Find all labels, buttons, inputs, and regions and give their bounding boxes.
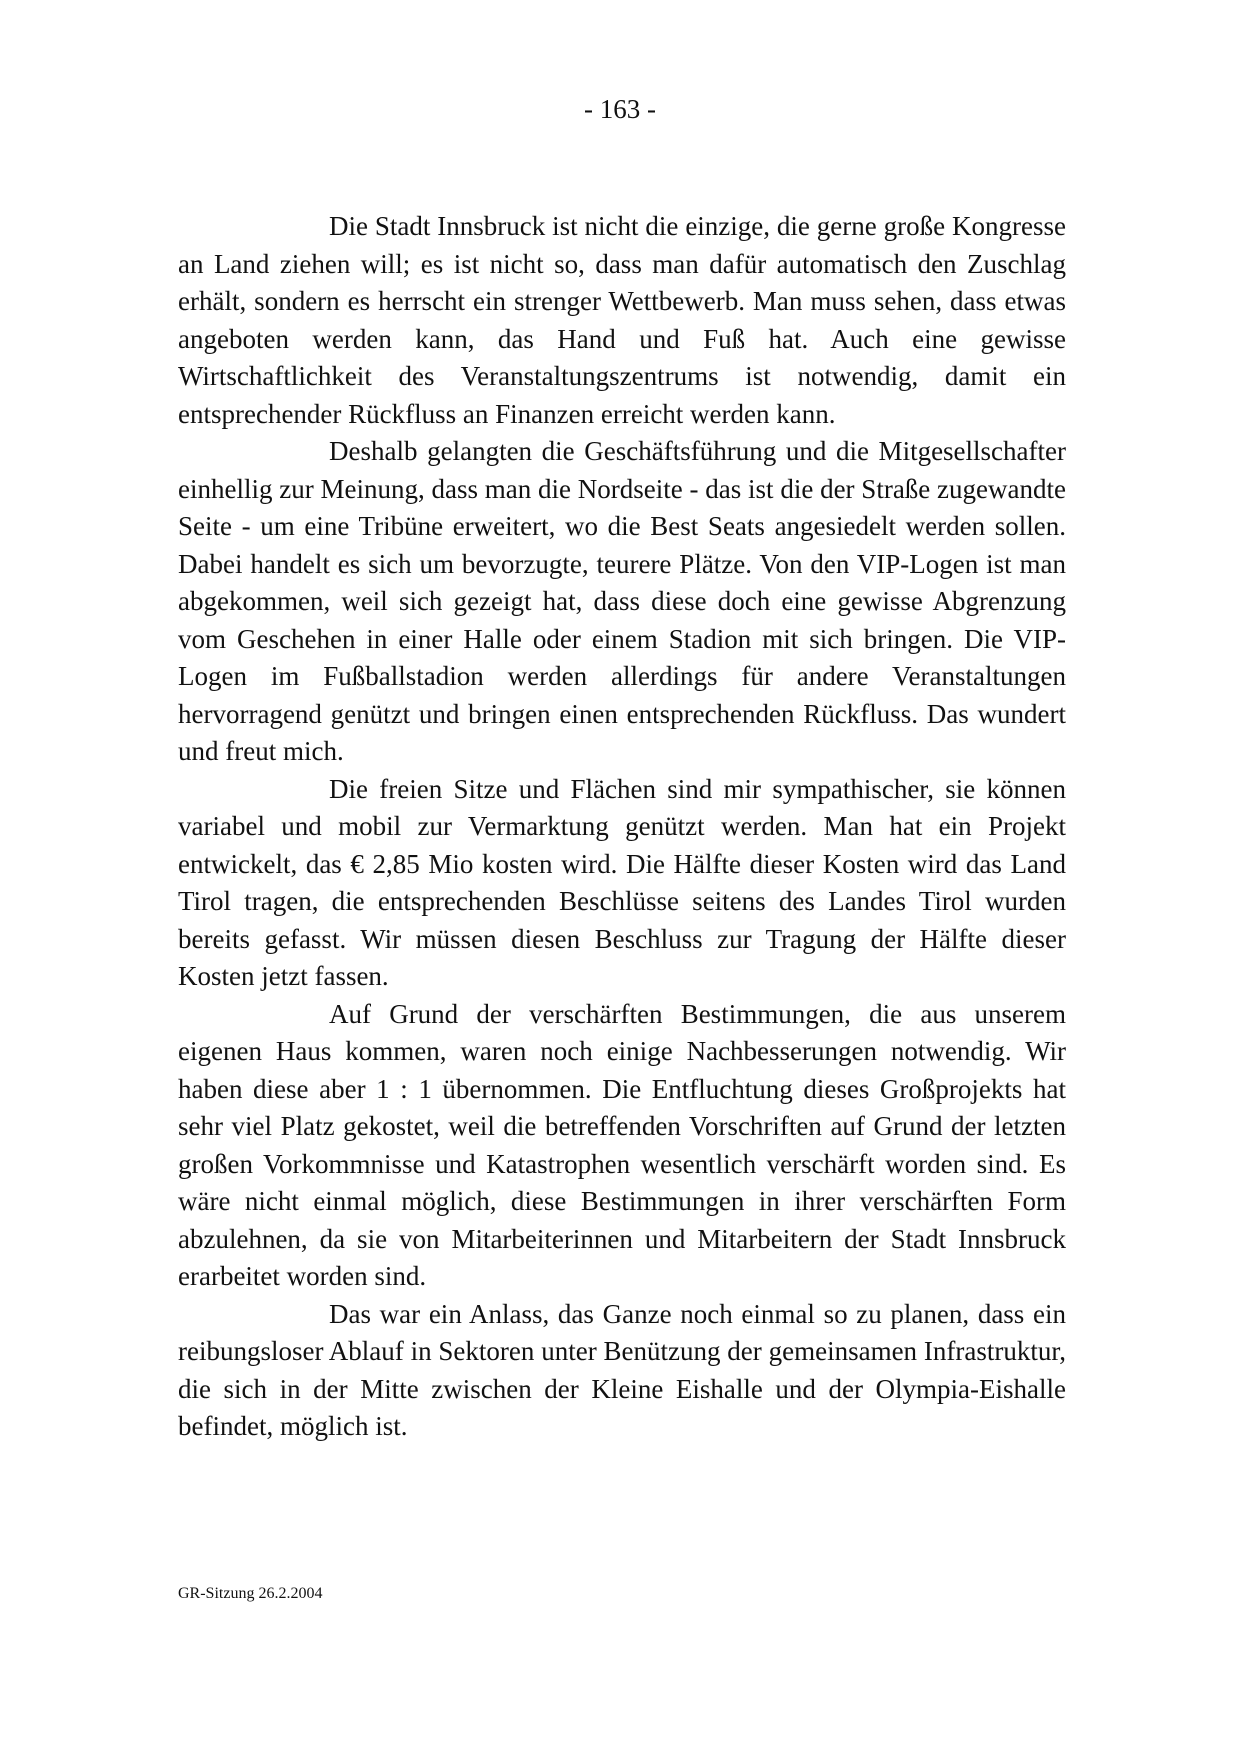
paragraph-2: Deshalb gelangten die Geschäftsführung und die Mitgesellschafter einhellig zur Meinung, dass man die Nordseite - das ist die der Straße zugewandte Seite - um eine Tribüne erweitert, wo die Best Seats angesiedelt werden sollen. Dabei handelt es sich um bevorzugte, teurere Plätze. Von den VIP-Logen ist man abgekommen, weil sich gezeigt hat, dass diese doch eine gewisse Abgrenzung vom Geschehen in einer Halle oder einem Stadion mit sich bringen. Die VIP-Logen im Fußballstadion werden allerdings für andere Veranstaltungen hervorragend genützt und bringen einen entsprechenden Rückfluss. Das wundert und freut mich. — [178, 436, 1066, 766]
page-number: - 163 - — [584, 94, 656, 124]
paragraph-1: Die Stadt Innsbruck ist nicht die einzige, die gerne große Kongresse an Land ziehen will; es ist nicht so, dass man dafür automatisch den Zuschlag erhält, sondern es herrscht ein strenger Wettbewerb. Man muss sehen, dass etwas angeboten werden kann, das Hand und Fuß hat. Auch eine gewisse Wirtschaftlichkeit des Veranstaltungszentrums ist notwendig, damit ein entsprechender Rückfluss an Finanzen erreicht werden kann. — [178, 211, 1066, 429]
body-text — [178, 208, 1066, 1446]
paragraph-5: Das war ein Anlass, das Ganze noch einmal so zu planen, dass ein reibungsloser Ablauf in Sektoren unter Benützung der gemeinsamen Infrastruktur, die sich in der Mitte zwischen der Kleine Eishalle und der Olympia-Eishalle befindet, möglich ist. — [178, 1298, 1066, 1441]
paragraph-4: Auf Grund der verschärften Bestimmungen, die aus unserem eigenen Haus kommen, waren noch einige Nachbesserungen notwendig. Wir haben diese aber 1 : 1 übernommen. Die Entfluchtung dieses Großprojekts hat sehr viel Platz gekostet, weil die betreffenden Vorschriften auf Grund der letzten großen Vorkommnisse und Katastrophen wesentlich verschärft worden sind. Es wäre nicht einmal möglich, diese Bestimmungen in ihrer verschärften Form abzulehnen, da sie von Mitarbeiterinnen und Mitarbeitern der Stadt Innsbruck erarbeitet worden sind. — [178, 998, 1066, 1291]
footer-session-date: GR-Sitzung 26.2.2004 — [178, 1585, 323, 1602]
paragraph-3: Die freien Sitze und Flächen sind mir sympathischer, sie können variabel und mobil zur Vermarktung genützt werden. Man hat ein Projekt entwickelt, das € 2,85 Mio kosten wird. Die Hälfte dieser Kosten wird das Land Tirol tragen, die entsprechenden Beschlüsse seitens des Landes Tirol wurden bereits gefasst. Wir müssen diesen Beschluss zur Tragung der Hälfte dieser Kosten jetzt fassen. — [178, 773, 1066, 991]
